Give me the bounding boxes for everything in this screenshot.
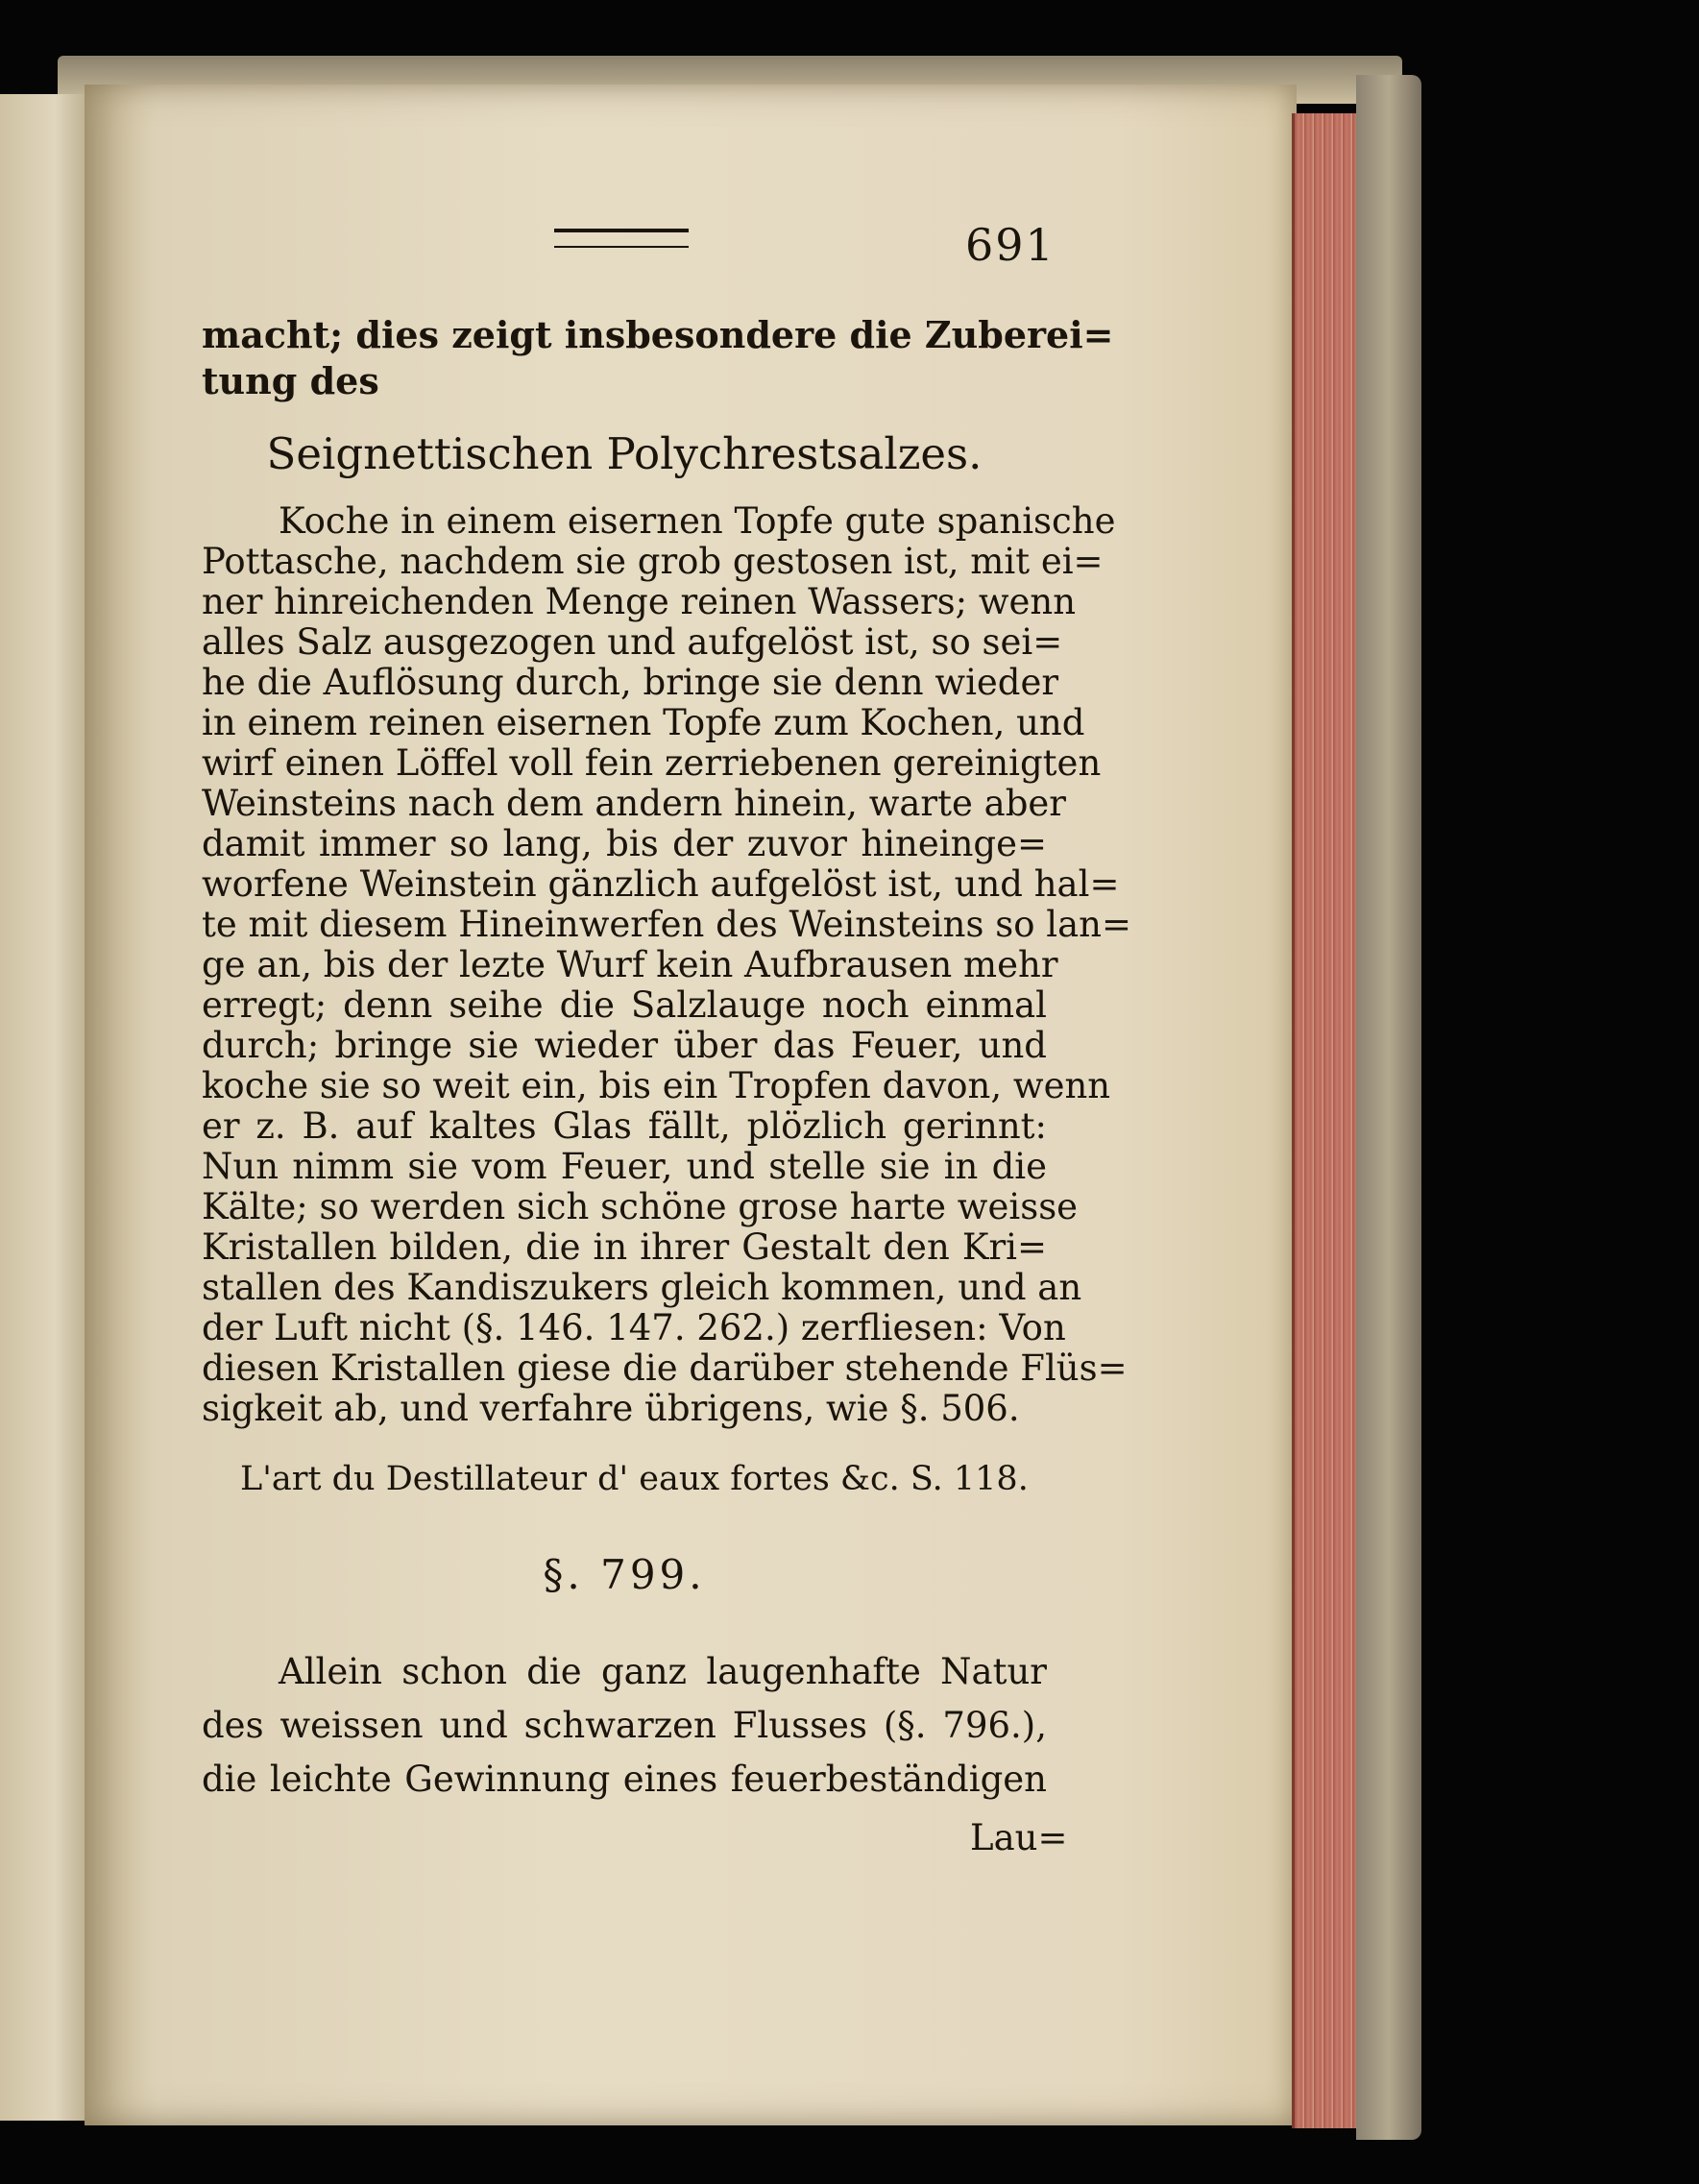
body-line: diesen Kristallen giese die darüber stehende Flüs= — [202, 1347, 1128, 1389]
body-line: er z. B. auf kaltes Glas fällt, plözlich gerinnt: — [202, 1105, 1047, 1147]
body-line: stallen des Kandiszukers gleich kommen, und an — [202, 1267, 1082, 1308]
body-line: wirf einen Löffel voll fein zerriebenen gereinigten — [202, 742, 1102, 784]
book-cover-edge — [1356, 75, 1421, 2140]
citation: L'art du Destillateur d' eaux fortes &c. S. 118. — [240, 1460, 1029, 1498]
header-rule — [554, 229, 689, 248]
section-line: Allein schon die ganz laugenhafte Natur — [279, 1651, 1047, 1692]
body-line: erregt; denn seihe die Salzlauge noch einmal — [202, 984, 1047, 1026]
body-line: he die Auflösung durch, bringe sie denn wieder — [202, 662, 1059, 703]
body-line: durch; bringe sie wieder über das Feuer, und — [202, 1025, 1047, 1066]
body-line: Pottasche, nachdem sie grob gestosen ist, mit ei= — [202, 541, 1104, 582]
page-block-red-edge — [1292, 113, 1362, 2128]
section-number: §. 799. — [543, 1551, 706, 1598]
body-line: sigkeit ab, und verfahre übrigens, wie §. 506. — [202, 1388, 1020, 1429]
section-line: die leichte Gewinnung eines feuerbeständigen — [202, 1759, 1047, 1800]
body-line: ge an, bis der lezte Wurf kein Aufbrausen mehr — [202, 944, 1058, 985]
intro-line: tung des — [202, 359, 379, 402]
section-line: des weissen und schwarzen Flusses (§. 796.), — [202, 1705, 1047, 1746]
body-line: damit immer so lang, bis der zuvor hineinge= — [202, 823, 1047, 864]
body-line: in einem reinen eisernen Topfe zum Kochen, und — [202, 702, 1085, 743]
catchword: Lau= — [970, 1817, 1068, 1858]
body-line: worfene Weinstein gänzlich aufgelöst ist, und hal= — [202, 863, 1120, 905]
section-heading: Seignettischen Polychrestsalzes. — [266, 428, 983, 479]
left-page-edge — [0, 94, 93, 2121]
body-line: Kälte; so werden sich schöne grose harte weisse — [202, 1186, 1079, 1227]
body-line: der Luft nicht (§. 146. 147. 262.) zerfliesen: Von — [202, 1307, 1066, 1348]
body-line: Koche in einem eisernen Topfe gute spanische — [279, 500, 1116, 542]
body-line: koche sie so weit ein, bis ein Tropfen davon, wenn — [202, 1065, 1111, 1106]
body-line: ner hinreichenden Menge reinen Wassers; wenn — [202, 581, 1077, 622]
body-line: alles Salz ausgezogen und aufgelöst ist, so sei= — [202, 621, 1063, 663]
page-number: 691 — [965, 219, 1056, 271]
body-line: Nun nimm sie vom Feuer, und stelle sie in die — [202, 1146, 1047, 1187]
body-line: Kristallen bilden, die in ihrer Gestalt den Kri= — [202, 1226, 1047, 1268]
intro-line: macht; dies zeigt insbesondere die Zuberei= — [202, 313, 1114, 356]
body-line: te mit diesem Hineinwerfen des Weinsteins so lan= — [202, 904, 1131, 945]
body-line: Weinsteins nach dem andern hinein, warte aber — [202, 783, 1066, 824]
